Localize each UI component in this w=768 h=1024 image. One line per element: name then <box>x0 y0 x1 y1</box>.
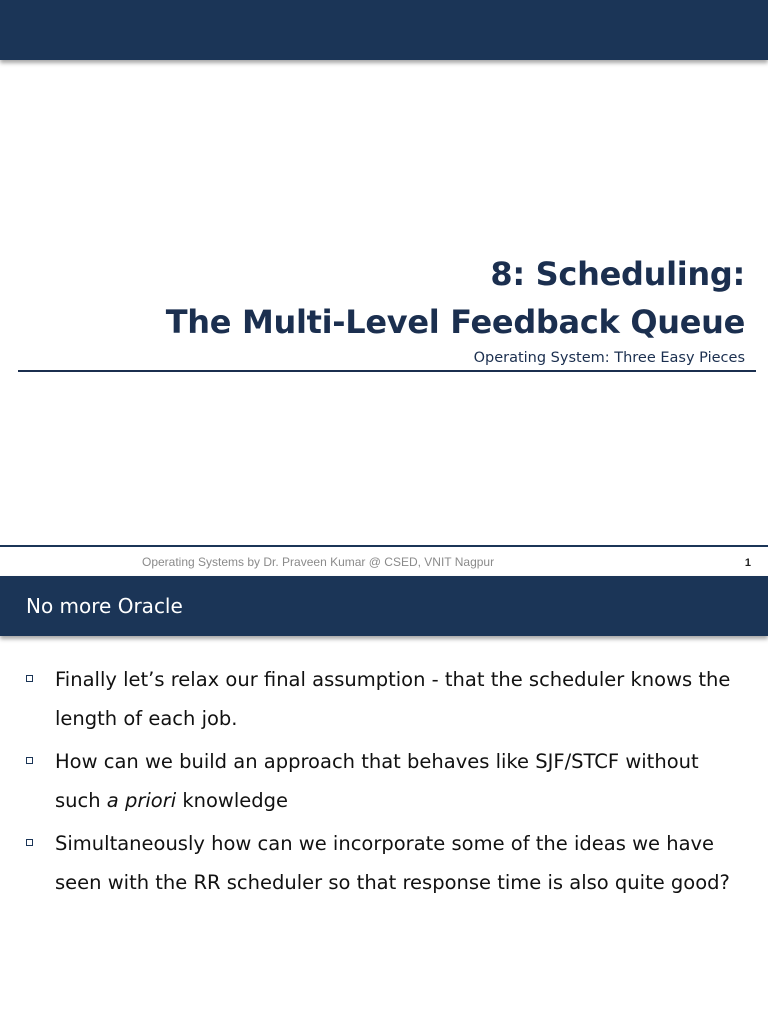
hollow-square-bullet-icon <box>26 675 33 682</box>
slide-footer: Operating Systems by Dr. Praveen Kumar @ CSED, VNIT Nagpur <box>142 555 495 569</box>
bullet-item <box>24 742 744 820</box>
slide-subtitle: Operating System: Three Easy Pieces <box>473 350 745 366</box>
slide-heading: No more Oracle <box>26 594 183 618</box>
top-banner <box>0 0 768 60</box>
bullet-text: How can we build an approach that behaves like SJF/STCF without such <box>55 750 699 812</box>
hollow-square-bullet-icon <box>26 757 33 764</box>
hollow-square-bullet-icon <box>26 839 33 846</box>
footer-divider <box>0 545 768 547</box>
slide-title-line2: The Multi-Level Feedback Queue <box>165 303 745 341</box>
content-slide <box>0 576 768 1024</box>
bullet-text: Simultaneously how can we incorporate some of the ideas we have seen with the RR scheduler so that response time is also quite good? <box>55 832 730 894</box>
bullet-item <box>24 824 744 902</box>
title-divider <box>18 370 756 372</box>
title-block <box>166 250 745 368</box>
bullet-italic-term: a priori <box>106 789 177 812</box>
page-number: 1 <box>744 557 751 569</box>
bullet-list <box>24 660 744 906</box>
bullet-text-tail: knowledge <box>176 789 289 812</box>
slide-title-line1: 8: Scheduling: <box>490 255 745 293</box>
bullet-text: Finally let’s relax our final assumption - that the scheduler knows the length of each job. <box>55 668 731 730</box>
header-banner <box>0 576 768 636</box>
bullet-item <box>24 660 744 738</box>
